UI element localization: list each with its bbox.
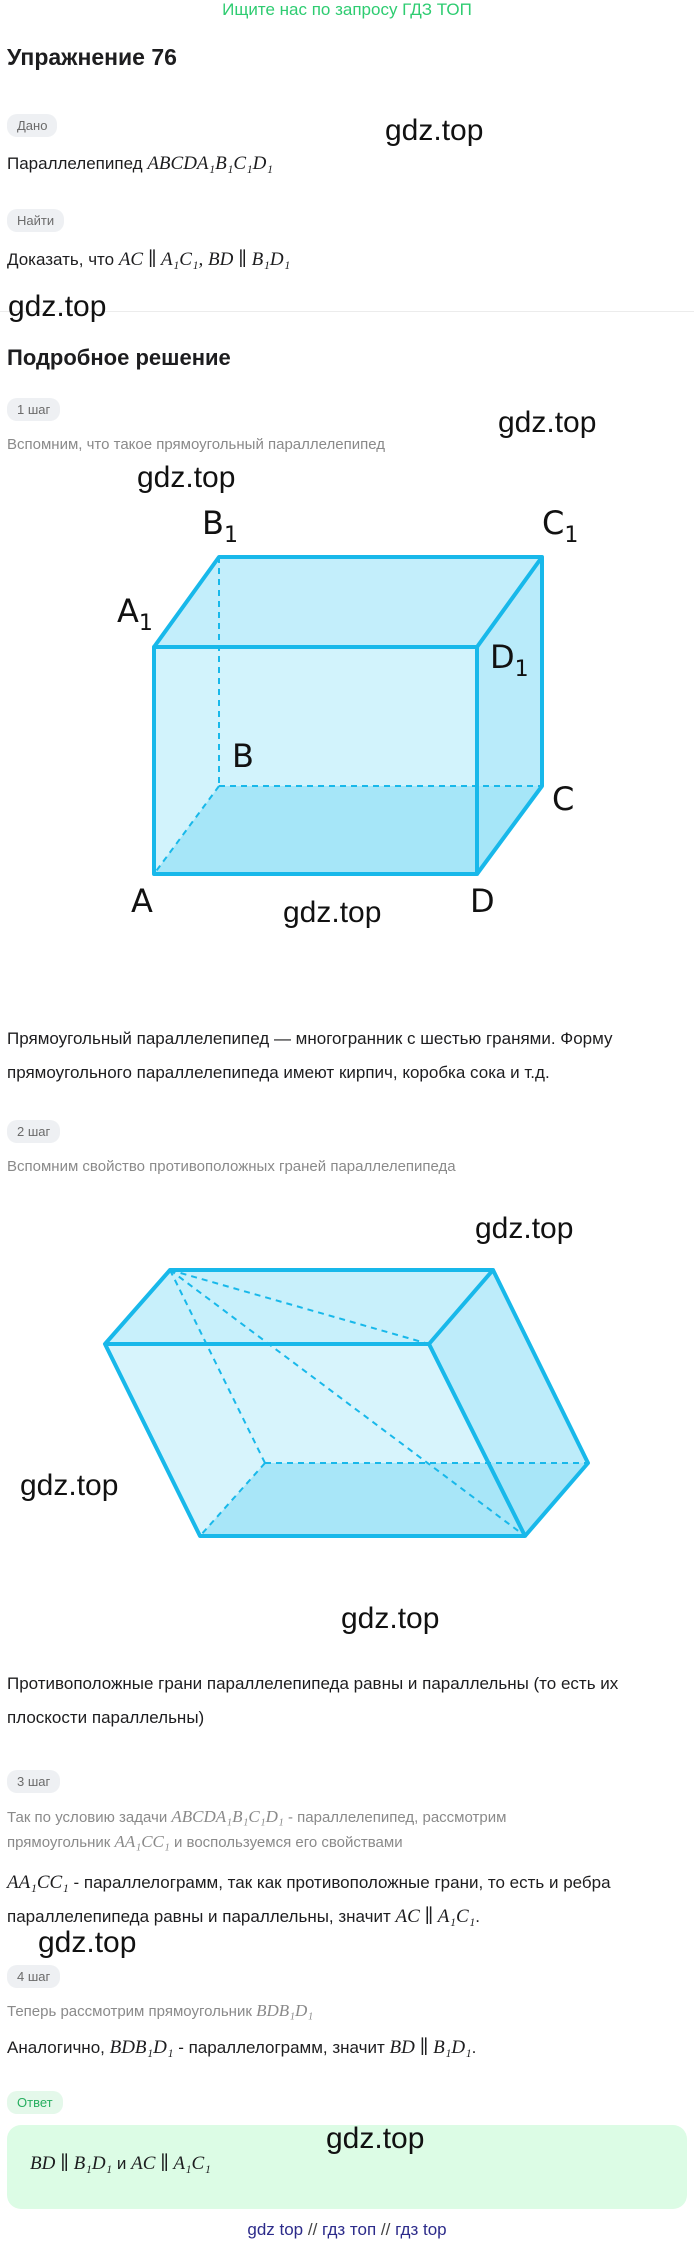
watermark: gdz.top <box>8 290 107 323</box>
watermark: gdz.top <box>20 1469 119 1502</box>
watermark: gdz.top <box>385 114 484 147</box>
vertex-label-B: B <box>232 737 254 775</box>
footer-separator: // <box>380 2220 391 2239</box>
oblique-parallelepiped-diagram <box>0 1230 694 1580</box>
step2-label: 2 шаг <box>7 1120 60 1143</box>
footer-separator: // <box>307 2220 318 2239</box>
given-figure: ABCDA₁B₁C₁D₁ <box>147 153 273 174</box>
vertex-label-D1: $D_1$ <box>490 638 529 682</box>
watermark: gdz.top <box>38 1926 137 1959</box>
vertex-label-D: D <box>470 882 495 920</box>
rectangular-parallelepiped-diagram <box>0 490 694 950</box>
vertex-label-A1: $A_1$ <box>117 592 153 636</box>
given-label: Дано <box>7 114 57 137</box>
footer-link-gdz-top[interactable]: gdz top <box>247 2220 304 2239</box>
solution-title: Подробное решение <box>7 345 231 370</box>
page-title: Упражнение 76 <box>7 44 177 70</box>
step3-text: AA₁CC₁ - параллелограмм, так как противоположные грани, то есть и ребра параллелепипеда равны и параллельны, значит AC ∥ A₁C₁. <box>7 1872 611 1927</box>
step1-hint: Вспомним, что такое прямоугольный параллелепипед <box>7 436 385 453</box>
vertex-label-C: C <box>552 780 575 818</box>
watermark: gdz.top <box>498 406 597 439</box>
step4-label: 4 шаг <box>7 1965 60 1988</box>
answer-label: Ответ <box>7 2091 63 2114</box>
step2-text: Противоположные грани параллелепипеда равны и параллельны (то есть их плоскости параллельны) <box>7 1674 619 1727</box>
find-statement: AC ∥ A₁C₁, BD ∥ B₁D₁ <box>118 249 291 270</box>
bottom-face <box>154 786 542 874</box>
footer-links <box>0 2220 694 2240</box>
step4-text: Аналогично, BDB₁D₁ - параллелограмм, значит BD ∥ B₁D₁. <box>7 2037 477 2058</box>
step1-label: 1 шаг <box>7 398 60 421</box>
watermark: gdz.top <box>326 2122 425 2155</box>
top-face <box>154 557 542 647</box>
find-text: Доказать, что AC ∥ A₁C₁, BD ∥ B₁D₁ <box>7 249 291 270</box>
answer-text: BD ∥ B₁D₁ и AC ∥ A₁C₁ <box>30 2153 211 2174</box>
step2-hint: Вспомним свойство противоположных граней параллелепипеда <box>7 1158 456 1175</box>
vertex-label-A: A <box>131 882 153 920</box>
find-label: Найти <box>7 209 64 232</box>
footer-link-gdz-top-mixed[interactable]: гдз top <box>395 2220 447 2239</box>
step4-hint: Теперь рассмотрим прямоугольник BDB₁D₁ <box>7 2001 314 2020</box>
vertex-label-B1: $B_1$ <box>202 504 238 548</box>
bottom-face <box>200 1463 588 1536</box>
watermark: gdz.top <box>341 1602 440 1635</box>
vertex-label-C1: $C_1$ <box>542 504 579 548</box>
step3-hint: Так по условию задачи ABCDA₁B₁C₁D₁ - параллелепипед, рассмотрим прямоугольник AA₁CC₁ и воспользуемся его свойствами <box>7 1807 507 1851</box>
top-banner: Ищите нас по запросу ГДЗ ТОП <box>222 0 472 19</box>
step1-text: Прямоугольный параллелепипед — многогранник с шестью гранями. Форму прямоугольного параллелепипеда имеют кирпич, коробка сока и т.д. <box>7 1029 613 1082</box>
watermark: gdz.top <box>475 1212 574 1245</box>
watermark: gdz.top <box>283 896 382 929</box>
watermark: gdz.top <box>137 461 236 494</box>
given-text: Параллелепипед ABCDA₁B₁C₁D₁ <box>7 153 273 174</box>
step3-label: 3 шаг <box>7 1770 60 1793</box>
footer-link-gdz-top-ru[interactable]: гдз топ <box>322 2220 377 2239</box>
